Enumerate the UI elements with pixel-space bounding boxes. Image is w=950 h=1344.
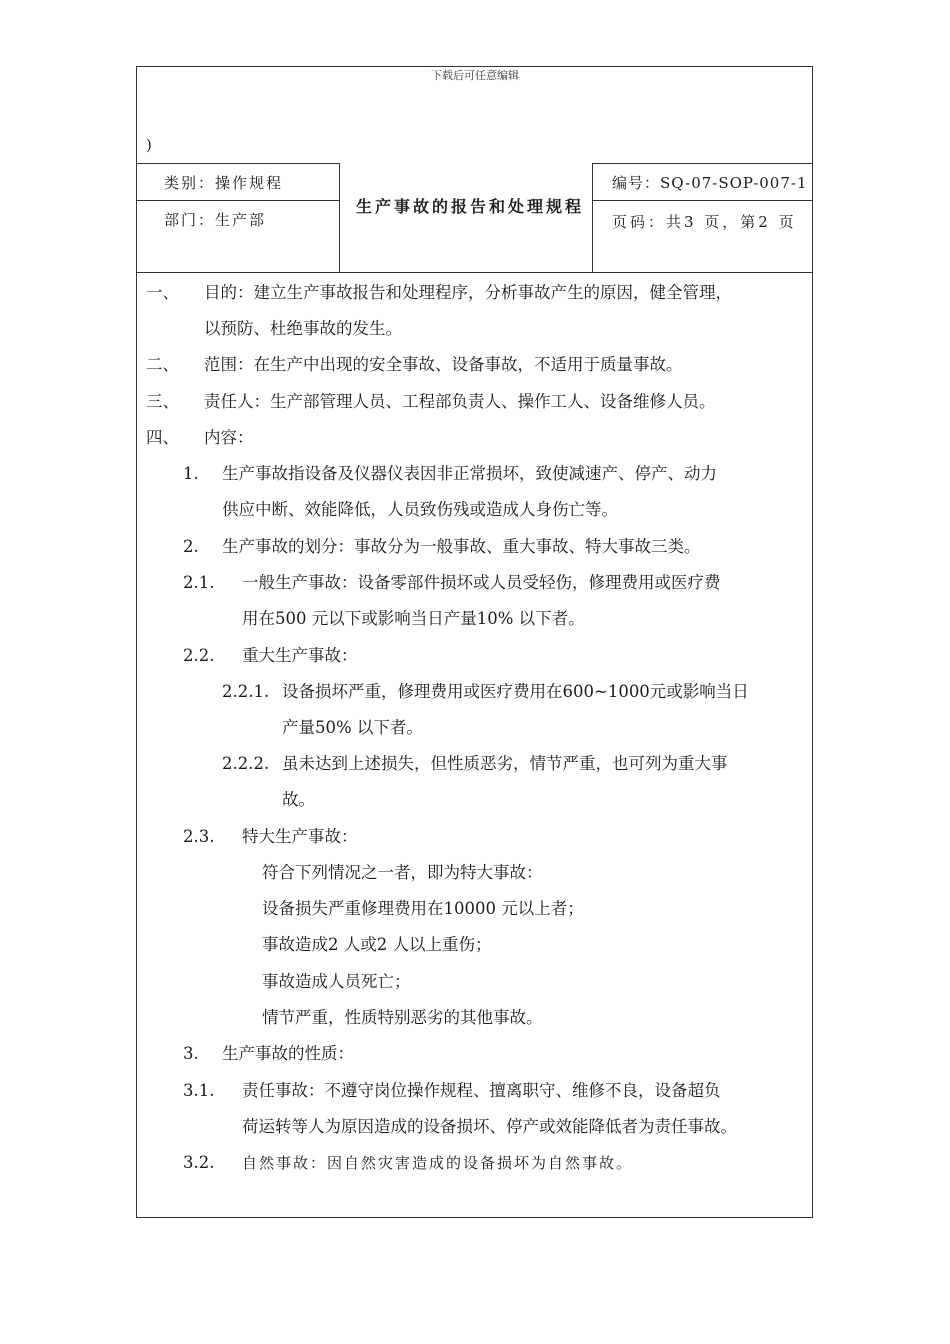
header-note: 下载后可任意编辑 <box>431 69 519 82</box>
item-3-number: 3. <box>183 1044 199 1063</box>
table-border-top-left <box>136 163 340 164</box>
item-2-2-number: 2.2. <box>183 646 215 665</box>
item-2-2-2-line-1: 虽未达到上述损失，但性质恶劣，情节严重，也可列为重大事 <box>282 754 728 773</box>
item-2-2-1-number: 2.2.1. <box>222 682 270 701</box>
item-1-number: 1. <box>183 464 199 483</box>
document-number: 编号：SQ-07-SOP-007-1 <box>612 174 808 192</box>
item-3-1-line-2: 荷运转等人为原因造成的设备损坏、停产或效能降低者为责任事故。 <box>242 1117 737 1136</box>
item-3-2-line-1: 自然事故：因自然灾害造成的设备损坏为自然事故。 <box>242 1154 634 1172</box>
page-info: 页码：共3 页，第2 页 <box>612 213 797 231</box>
table-border-top-right <box>592 163 813 164</box>
section-4-number: 四、 <box>146 428 179 447</box>
table-border-bottom <box>136 272 813 273</box>
table-col-divider-2 <box>592 163 593 272</box>
item-1-line-1: 生产事故指设备及仪器仪表因非正常损坏，致使减速产、停产、动力 <box>222 464 717 483</box>
item-2-2-1-line-1: 设备损坏严重，修理费用或医疗费用在600~1000元或影响当日 <box>282 682 749 701</box>
category-cell: 类别：操作规程 <box>164 174 284 192</box>
item-2-3-list-5: 情节严重，性质特别恶劣的其他事故。 <box>262 1008 543 1027</box>
section-3-number: 三、 <box>146 392 179 411</box>
item-3-1-line-1: 责任事故：不遵守岗位操作规程、擅离职守、维修不良，设备超负 <box>242 1081 721 1100</box>
item-2-2-1-line-2: 产量50% 以下者。 <box>282 718 423 737</box>
item-2-1-line-2: 用在500 元以下或影响当日产量10% 以下者。 <box>242 609 585 628</box>
section-2-number: 二、 <box>146 355 179 374</box>
item-2-3-list-2: 设备损失严重修理费用在10000 元以上者； <box>262 899 584 918</box>
item-2-1-number: 2.1. <box>183 573 215 592</box>
section-4-line-1: 内容： <box>204 428 254 447</box>
item-2-3-list-4: 事故造成人员死亡； <box>262 972 411 991</box>
section-1-number: 一、 <box>146 283 179 302</box>
table-divider-right <box>592 200 813 201</box>
section-3-line-1: 责任人：生产部管理人员、工程部负责人、操作工人、设备维修人员。 <box>204 392 716 411</box>
table-col-divider-1 <box>339 163 340 272</box>
item-2-2-2-number: 2.2.2. <box>222 754 270 773</box>
item-2-line-1: 生产事故的划分：事故分为一般事故、重大事故、特大事故三类。 <box>222 537 701 556</box>
section-1-line-2: 以预防、杜绝事故的发生。 <box>204 319 402 338</box>
item-2-3-number: 2.3. <box>183 827 215 846</box>
item-3-1-number: 3.1. <box>183 1081 215 1100</box>
item-2-3-list-1: 符合下列情况之一者，即为特大事故： <box>262 863 543 882</box>
item-2-3-line-1: 特大生产事故： <box>242 827 358 846</box>
section-2-line-1: 范围：在生产中出现的安全事故、设备事故，不适用于质量事故。 <box>204 355 683 374</box>
item-3-2-number: 3.2. <box>183 1153 215 1172</box>
table-divider-left <box>136 200 340 201</box>
section-1-line-1: 目的：建立生产事故报告和处理程序，分析事故产生的原因，健全管理， <box>204 283 732 302</box>
document-title: 生产事故的报告和处理规程 <box>356 197 585 216</box>
item-2-number: 2. <box>183 537 199 556</box>
item-1-line-2: 供应中断、效能降低，人员致伤残或造成人身伤亡等。 <box>222 500 618 519</box>
item-3-line-1: 生产事故的性质： <box>222 1044 354 1063</box>
stray-mark: ) <box>146 136 152 154</box>
item-2-1-line-1: 一般生产事故：设备零部件损坏或人员受轻伤，修理费用或医疗费 <box>242 573 721 592</box>
item-2-3-list-3: 事故造成2 人或2 人以上重伤； <box>262 935 492 954</box>
department-cell: 部门：生产部 <box>164 211 267 229</box>
item-2-2-2-line-2: 故。 <box>282 790 315 809</box>
item-2-2-line-1: 重大生产事故： <box>242 646 358 665</box>
